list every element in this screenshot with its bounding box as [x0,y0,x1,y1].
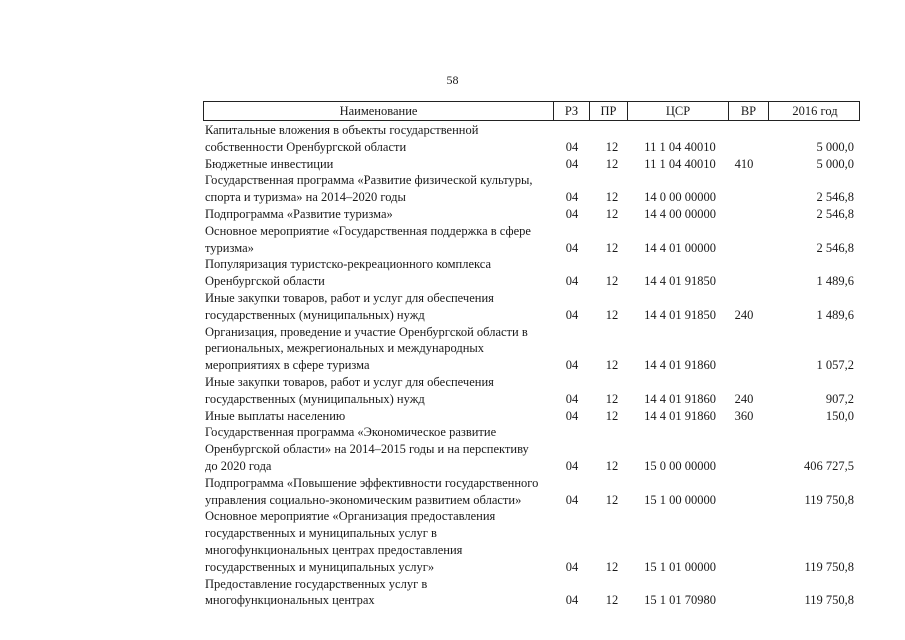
row-pr: 12 [605,559,619,574]
table-body [205,122,865,609]
row-pr: 12 [605,358,619,373]
row-amount: 150,0 [825,408,854,423]
row-amount: 119 750,8 [804,492,854,507]
row-name-line: Оренбургской области [205,274,325,289]
row-name-line: Бюджетные инвестиции [205,156,334,171]
row-pr: 12 [605,139,619,154]
row-name [205,156,545,173]
table-header [203,101,860,121]
row-name-line: Подпрограмма «Повышение эффективности государственного [205,475,539,490]
row-name [205,374,545,408]
row-rz: 04 [565,408,579,423]
row-name [205,172,545,206]
row-vr: 240 [734,391,754,406]
row-name-line: государственных и муниципальных услуг» [205,559,435,574]
row-csr: 15 1 01 70980 [644,593,716,608]
row-csr: 15 0 00 00000 [644,458,716,473]
row-amount: 406 727,5 [804,458,854,473]
row-rz: 04 [565,391,579,406]
row-amount: 1 489,6 [816,307,854,322]
row-rz: 04 [565,156,579,171]
table-row [205,424,865,474]
row-rz: 04 [565,190,579,205]
row-rz: 04 [565,307,579,322]
row-name-line: Оренбургской области» на 2014–2015 годы и на перспективу [205,442,529,457]
row-pr: 12 [605,408,619,423]
row-csr: 14 0 00 00000 [644,190,716,205]
row-name-line: управления социально-экономическим развитием области» [205,492,522,507]
row-pr: 12 [605,593,619,608]
row-name-line: Государственная программа «Развитие физической культуры, [205,173,533,188]
row-vr: 410 [734,156,754,171]
row-name [205,408,545,425]
row-rz: 04 [565,492,579,507]
table-row [205,223,865,257]
row-pr: 12 [605,274,619,289]
row-name-line: Основное мероприятие «Организация предоставления [205,509,496,524]
row-name-line: собственности Оренбургской области [205,139,407,154]
row-name-line: Иные выплаты населению [205,408,346,423]
row-csr: 14 4 01 91860 [644,358,716,373]
row-name-line: Иные закупки товаров, работ и услуг для обеспечения [205,374,494,389]
row-name-line: до 2020 года [205,458,272,473]
row-rz: 04 [565,593,579,608]
row-rz: 04 [565,274,579,289]
row-name-line: спорта и туризма» на 2014–2020 годы [205,190,406,205]
header-year: 2016 год [792,104,838,118]
row-pr: 12 [605,156,619,171]
row-pr: 12 [605,391,619,406]
row-csr: 11 1 04 40010 [644,156,716,171]
row-name [205,223,545,257]
row-amount: 907,2 [825,391,854,406]
row-name [205,290,545,324]
row-name-line: Государственная программа «Экономическое развитие [205,425,497,440]
table-row [205,576,865,610]
row-name [205,122,545,156]
table-row [205,324,865,374]
table-row [205,408,865,425]
table-row [205,122,865,156]
row-name-line: региональных, межрегиональных и международных [205,341,485,356]
header-csr: ЦСР [628,102,729,120]
row-name-line: Иные закупки товаров, работ и услуг для обеспечения [205,290,494,305]
row-name-line: государственных (муниципальных) нужд [205,391,425,406]
row-pr: 12 [605,190,619,205]
row-name-line: государственных (муниципальных) нужд [205,307,425,322]
row-amount: 2 546,8 [816,190,854,205]
row-csr: 14 4 00 00000 [644,206,716,221]
row-amount: 1 489,6 [816,274,854,289]
row-amount: 119 750,8 [804,593,854,608]
row-csr: 14 4 01 91850 [644,274,716,289]
header-name: Наименование [204,102,554,120]
row-csr: 14 4 01 91850 [644,307,716,322]
row-csr: 15 1 00 00000 [644,492,716,507]
row-name [205,576,545,610]
row-rz: 04 [565,458,579,473]
row-name [205,324,545,374]
row-pr: 12 [605,240,619,255]
row-name-line: многофункциональных центрах предоставления [205,542,463,557]
row-name-line: Предоставление государственных услуг в [205,576,428,591]
row-name-line: Основное мероприятие «Государственная поддержка в сфере [205,223,531,238]
row-name-line: туризма» [205,240,254,255]
header-rz: РЗ [554,102,590,120]
row-amount: 5 000,0 [816,156,854,171]
row-name-line: Организация, проведение и участие Оренбургской области в [205,324,528,339]
table-row [205,290,865,324]
row-csr: 15 1 01 00000 [644,559,716,574]
row-name-line: Популяризация туристско-рекреационного комплекса [205,257,492,272]
row-csr: 11 1 04 40010 [644,139,716,154]
row-name-line: Капитальные вложения в объекты государственной [205,123,479,137]
row-name [205,256,545,290]
row-name-line: многофункциональных центрах [205,593,375,608]
page-number: 58 [446,73,459,87]
table-row [205,374,865,408]
row-pr: 12 [605,492,619,507]
table-row [205,206,865,223]
row-csr: 14 4 01 91860 [644,391,716,406]
row-name [205,475,545,509]
row-amount: 2 546,8 [816,206,854,221]
row-name-line: Подпрограмма «Развитие туризма» [205,206,393,221]
row-pr: 12 [605,458,619,473]
row-rz: 04 [565,206,579,221]
table-row [205,172,865,206]
header-pr: ПР [590,102,628,120]
table-row [205,256,865,290]
row-amount: 1 057,2 [816,358,854,373]
row-rz: 04 [565,559,579,574]
table-row [205,156,865,173]
row-csr: 14 4 01 00000 [644,240,716,255]
row-name-line: государственных и муниципальных услуг в [205,526,437,541]
row-vr: 240 [734,307,754,322]
table-row [205,475,865,509]
row-name [205,508,545,575]
row-rz: 04 [565,240,579,255]
row-amount: 5 000,0 [816,139,854,154]
row-vr: 360 [734,408,754,423]
row-rz: 04 [565,358,579,373]
table-row [205,508,865,575]
row-name [205,424,545,474]
row-amount: 119 750,8 [804,559,854,574]
row-pr: 12 [605,307,619,322]
row-name-line: мероприятиях в сфере туризма [205,358,370,373]
row-rz: 04 [565,139,579,154]
row-amount: 2 546,8 [816,240,854,255]
row-name [205,206,545,223]
header-vr: ВР [729,102,769,120]
row-pr: 12 [605,206,619,221]
row-csr: 14 4 01 91860 [644,408,716,423]
